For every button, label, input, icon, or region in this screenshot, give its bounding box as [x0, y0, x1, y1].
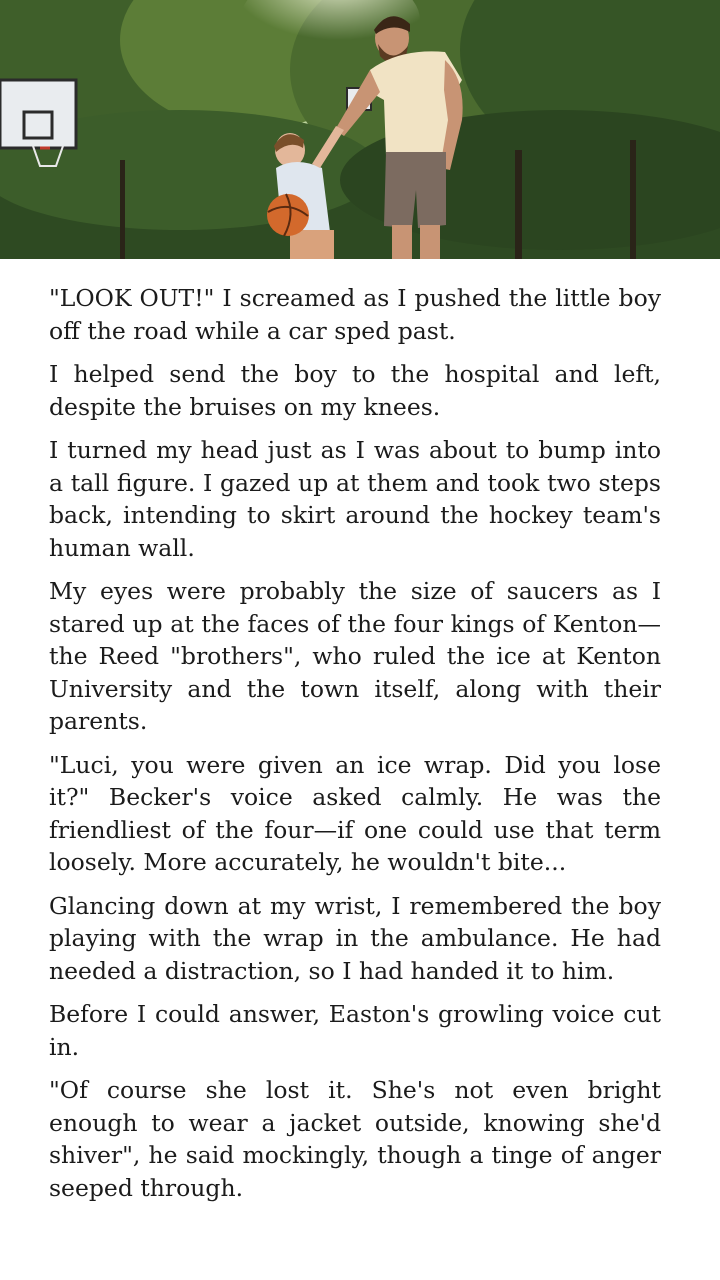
story-paragraph: Glancing down at my wrist, I remembered the boy playing with the wrap in the ambulance. He had needed a distraction, so I had handed it to him. [49, 891, 661, 985]
father-son-basketball-illustration [0, 0, 720, 259]
hero-image [0, 0, 720, 259]
story-paragraph: Before I could answer, Easton's growling voice cut in. [49, 1000, 661, 1061]
story-paragraph: I helped send the boy to the hospital and left, despite the bruises on my knees. [49, 360, 661, 421]
story-text [49, 282, 661, 1215]
story-paragraph: My eyes were probably the size of saucers as I stared up at the faces of the four kings of Kenton—the Reed "brothers", who ruled the ice at Kenton University and the town itself, along with their parents. [49, 577, 661, 735]
story-paragraph: I turned my head just as I was about to bump into a tall figure. I gazed up at them and took two steps back, intending to skirt around the hockey team's human wall. [49, 436, 661, 562]
story-paragraph: "Of course she lost it. She's not even bright enough to wear a jacket outside, knowing she'd shiver", he said mockingly, though a tinge of anger seeped through. [49, 1076, 661, 1202]
story-paragraph: "Luci, you were given an ice wrap. Did you lose it?" Becker's voice asked calmly. He was the friendliest of the four—if one could use that term loosely. More accurately, he wouldn't bite... [49, 750, 661, 876]
story-paragraph: "LOOK OUT!" I screamed as I pushed the little boy off the road while a car sped past. [49, 284, 661, 345]
